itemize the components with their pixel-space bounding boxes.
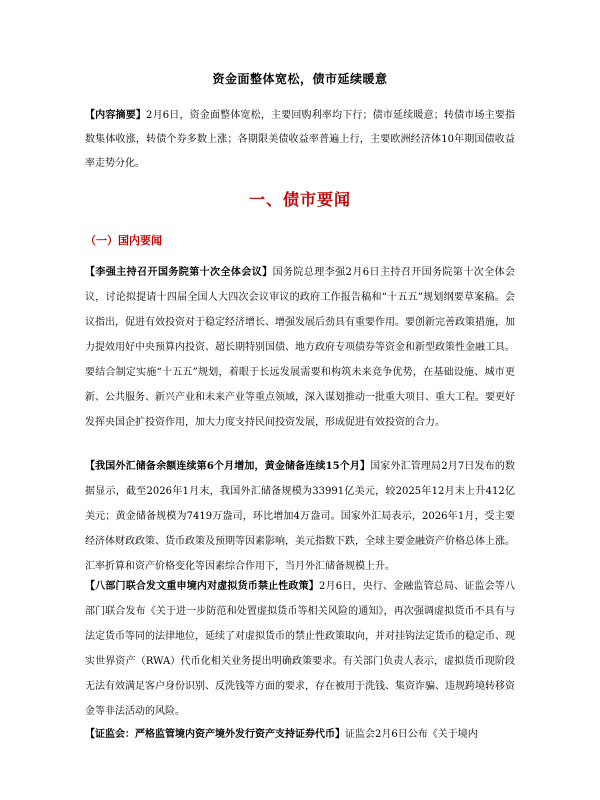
- news-headline: 【证监会：严格监管境内资产境外发行资产支持证券代币】: [85, 729, 345, 740]
- news-paragraph: [85, 260, 515, 435]
- news-paragraph: [85, 454, 515, 579]
- news-body: 2月6日，央行、金融监管总局、证监会等八部门联合发布《关于进一步防范和处置虚拟货币等相关风险的通知》，再次强调虚拟货币不具有与法定货币等同的法律地位，延续了对虚拟货币的禁止性政策取向，并对挂钩法定货币的稳定币、现实世界资产（RWA）代币化相关业务提出明确政策要求。有关部门负责人表示，虚拟货币现阶段无法有效满足客户身份识别、反洗钱等方面的要求，存在被用于洗钱、集资诈骗、违规跨境转移资金等非法活动的风险。: [85, 581, 515, 717]
- news-body: 国家外汇管理局2月7日发布的数据显示，截至2026年1月末，我国外汇储备规模为33991亿美元，较2025年12月末上升412亿美元；黄金储备规模为7419万盎司，环比增加4万盎司。国家外汇局表示，2026年1月，受主要经济体财政政策、货币政策及预期等因素影响，美元指数下跌，全球主要金融资产价格总体上涨。汇率折算和资产价格变化等因素综合作用下，当月外汇储备规模上升。: [85, 461, 515, 572]
- document-title: 资金面整体宽松，债市延续暖意: [212, 72, 388, 86]
- news-paragraph: [85, 574, 515, 724]
- subsection-title: （一）国内要闻: [85, 234, 162, 247]
- news-body: 证监会2月6日公布《关于境内: [345, 729, 478, 740]
- news-body: 国务院总理李强2月6日主持召开国务院第十次全体会议，讨论拟提请十四届全国人大四次会议审议的政府工作报告稿和“十五五”规划纲要草案稿。会议指出，促进有效投资对于稳定经济增长、增强发展后劲具有重要作用。要创新完善政策措施，加力提效用好中央预算内投资、超长期特别国债、地方政府专项债券等资金和新型政策性金融工具。要结合制定实施“十五五”规划，着眼于长远发展需要和构筑未来竞争优势，在基础设施、城市更新、公共服务、新兴产业和未来产业等重点领域，深入谋划推动一批重大项目、重大工程。要更好发挥央国企扩投资作用，加大力度支持民间投资发展，形成促进有效投资的合力。: [85, 267, 516, 428]
- news-paragraph: [85, 722, 515, 747]
- news-headline: 【我国外汇储备余额连续第6个月增加，黄金储备连续15个月】: [85, 461, 371, 472]
- abstract: [85, 104, 515, 176]
- abstract-label: 【内容摘要】: [85, 110, 147, 121]
- abstract-text: 2月6日，资金面整体宽松，主要回购利率均下行；债市延续暖意；转债市场主要指数集体收涨，转债个券多数上涨；各期限美债收益率普遍上行，主要欧洲经济体10年期国债收益率走势分化。: [85, 110, 515, 169]
- section-title: 一、债市要闻: [248, 190, 351, 209]
- news-headline: 【八部门联合发文重申境内对虚拟货币禁止性政策】: [85, 581, 319, 592]
- news-headline: 【李强主持召开国务院第十次全体会议】: [85, 267, 273, 278]
